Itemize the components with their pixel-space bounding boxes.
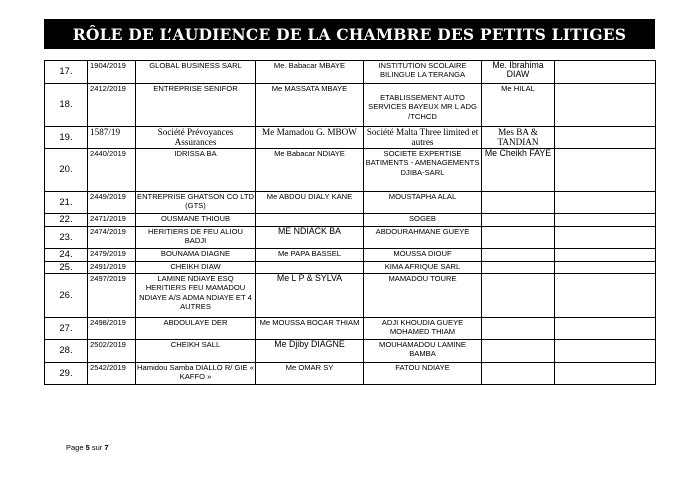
plaintiff-lawyer: Me L P & SYLVA: [256, 274, 364, 318]
plaintiff-lawyer: [256, 214, 364, 227]
page-title: RÔLE DE L’AUDIENCE DE LA CHAMBRE DES PETITS LITIGES: [72, 24, 627, 44]
table-row: [45, 192, 656, 214]
plaintiff: Hamidou Samba DIALLO R/ GIE « KAFFO »: [136, 363, 256, 385]
hearing-roll-table: [44, 60, 656, 385]
defendant-lawyer: [482, 318, 555, 340]
defendant-lawyer: [482, 340, 555, 363]
defendant: ETABLISSEMENT AUTO SERVICES BAYEUX MR L ADG /TCHCD: [364, 84, 482, 127]
plaintiff: OUSMANE THIOUB: [136, 214, 256, 227]
case-number: 18.: [45, 84, 88, 127]
plaintiff: ENTREPRISE SENIFOR: [136, 84, 256, 127]
plaintiff-lawyer: Me OMAR SY: [256, 363, 364, 385]
case-reference: 2440/2019: [88, 149, 136, 192]
notes-cell: [555, 249, 656, 262]
table-row: [45, 318, 656, 340]
case-number: 21.: [45, 192, 88, 214]
table-row: [45, 262, 656, 274]
case-reference: 2497/2019: [88, 274, 136, 318]
case-number: 29.: [45, 363, 88, 385]
defendant-lawyer: Mes BA & TANDIAN: [482, 127, 555, 149]
case-number: 28.: [45, 340, 88, 363]
case-reference: 2491/2019: [88, 262, 136, 274]
defendant: ADJI KHOUDIA GUEYE MOHAMED THIAM: [364, 318, 482, 340]
case-reference: 2474/2019: [88, 227, 136, 249]
defendant-lawyer: Me HILAL: [482, 84, 555, 127]
case-number: 23.: [45, 227, 88, 249]
case-reference: 2502/2019: [88, 340, 136, 363]
defendant: SOCIETE EXPERTISE BATIMENTS - AMENAGEMENTS DJIBA-SARL: [364, 149, 482, 192]
defendant-lawyer: [482, 227, 555, 249]
notes-cell: [555, 127, 656, 149]
plaintiff-lawyer: Me Djiby DIAGNE: [256, 340, 364, 363]
plaintiff: CHEIKH DIAW: [136, 262, 256, 274]
plaintiff: HERITIERS DE FEU ALIOU BADJI: [136, 227, 256, 249]
case-reference: 2449/2019: [88, 192, 136, 214]
case-reference: 1587/19: [88, 127, 136, 149]
plaintiff: IDRISSA BA: [136, 149, 256, 192]
plaintiff: BOUNAMA DIAGNE: [136, 249, 256, 262]
case-reference: 2412/2019: [88, 84, 136, 127]
plaintiff-lawyer: Me MASSATA MBAYE: [256, 84, 364, 127]
notes-cell: [555, 214, 656, 227]
table-row: [45, 84, 656, 127]
case-number: 24.: [45, 249, 88, 262]
notes-cell: [555, 363, 656, 385]
table-row: [45, 363, 656, 385]
table-row: [45, 227, 656, 249]
plaintiff: ENTREPRISE GHATSON CO LTD (GTS): [136, 192, 256, 214]
plaintiff-lawyer: Me Mamadou G. MBOW: [256, 127, 364, 149]
table-row: [45, 340, 656, 363]
notes-cell: [555, 262, 656, 274]
page-footer: [66, 443, 109, 452]
plaintiff: ABDOULAYE DER: [136, 318, 256, 340]
case-number: 25.: [45, 262, 88, 274]
plaintiff-lawyer: Me ABDOU DIALY KANE: [256, 192, 364, 214]
notes-cell: [555, 318, 656, 340]
page-total: 7: [104, 443, 109, 452]
plaintiff: LAMINE NDIAYE ESQ HERITIERS FEU MAMADOU NDIAYE A/S ADMA NDIAYE ET 4 AUTRES: [136, 274, 256, 318]
page-of-label: sur: [91, 443, 103, 452]
defendant: MOUHAMADOU LAMINE BAMBA: [364, 340, 482, 363]
plaintiff-lawyer: ME NDIACK BA: [256, 227, 364, 249]
defendant: INSTITUTION SCOLAIRE BILINGUE LA TERANGA: [364, 61, 482, 84]
defendant: SOGEB: [364, 214, 482, 227]
notes-cell: [555, 84, 656, 127]
plaintiff-lawyer: Me. Babacar MBAYE: [256, 61, 364, 84]
page-number: 5: [85, 443, 90, 452]
notes-cell: [555, 61, 656, 84]
plaintiff: Société Prévoyances Assurances: [136, 127, 256, 149]
defendant: MAMADOU TOURE: [364, 274, 482, 318]
table-row: [45, 274, 656, 318]
case-number: 20.: [45, 149, 88, 192]
table-row: [45, 61, 656, 84]
defendant: MOUSTAPHA ALAL: [364, 192, 482, 214]
notes-cell: [555, 192, 656, 214]
defendant-lawyer: [482, 214, 555, 227]
case-number: 26.: [45, 274, 88, 318]
plaintiff-lawyer: Me MOUSSA BOCAR THIAM: [256, 318, 364, 340]
case-number: 22.: [45, 214, 88, 227]
case-reference: 2471/2019: [88, 214, 136, 227]
plaintiff-lawyer: [256, 262, 364, 274]
notes-cell: [555, 274, 656, 318]
defendant: MOUSSA DIOUF: [364, 249, 482, 262]
notes-cell: [555, 149, 656, 192]
page-label: Page: [66, 443, 84, 452]
defendant: ABDOURAHMANE GUEYE: [364, 227, 482, 249]
notes-cell: [555, 340, 656, 363]
plaintiff: GLOBAL BUSINESS SARL: [136, 61, 256, 84]
table-row: [45, 249, 656, 262]
page-title-banner: [44, 19, 655, 49]
plaintiff-lawyer: Me Babacar NDIAYE: [256, 149, 364, 192]
defendant-lawyer: [482, 274, 555, 318]
case-number: 19.: [45, 127, 88, 149]
defendant-lawyer: [482, 249, 555, 262]
table-row: [45, 214, 656, 227]
defendant: Société Malta Three limited et autres: [364, 127, 482, 149]
table-row: [45, 149, 656, 192]
case-reference: 2498/2019: [88, 318, 136, 340]
case-number: 17.: [45, 61, 88, 84]
defendant-lawyer: Me. Ibrahima DIAW: [482, 61, 555, 84]
plaintiff-lawyer: Me PAPA BASSEL: [256, 249, 364, 262]
notes-cell: [555, 227, 656, 249]
defendant-lawyer: Me Cheikh FAYE: [482, 149, 555, 192]
case-number: 27.: [45, 318, 88, 340]
defendant-lawyer: [482, 192, 555, 214]
case-reference: 2479/2019: [88, 249, 136, 262]
case-reference: 2542/2019: [88, 363, 136, 385]
defendant-lawyer: [482, 363, 555, 385]
defendant-lawyer: [482, 262, 555, 274]
case-reference: 1904/2019: [88, 61, 136, 84]
defendant: FATOU NDIAYE: [364, 363, 482, 385]
plaintiff: CHEIKH SALL: [136, 340, 256, 363]
table-row: [45, 127, 656, 149]
defendant: KIMA AFRIQUE SARL: [364, 262, 482, 274]
